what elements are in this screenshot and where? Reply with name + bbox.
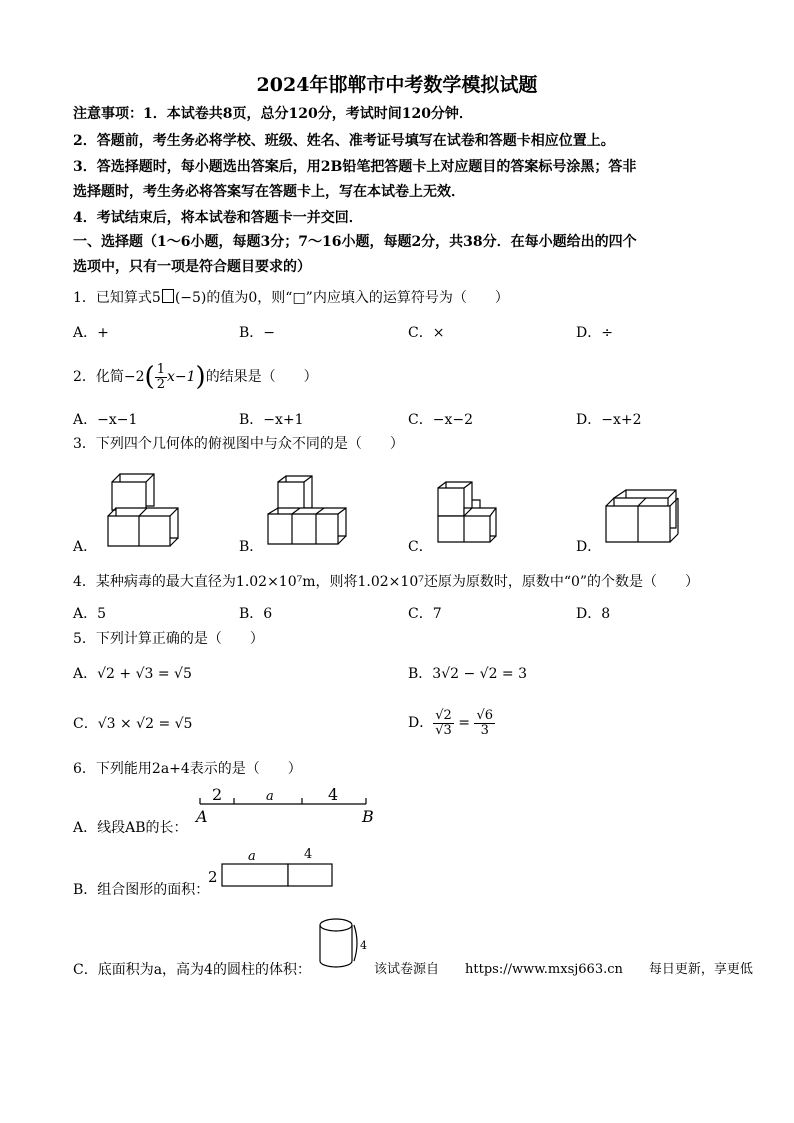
q2-fraction [155,363,167,392]
note-2: 2．答题前，考生务必将学校、班级、姓名、准考证号填写在试卷和答题卡相应位置上。 [73,133,615,149]
question-2 [73,360,318,394]
question-6: 6．下列能用2a+4表示的是（ ） [73,761,302,777]
q5-d-frac-1 [433,709,454,738]
rect-label-4: 4 [304,847,313,862]
question-1 [73,288,509,308]
q3-option-d: D． [576,539,602,555]
note-3b: 选择题时，考生务必将答案写在答题卡上，写在本试卷上无效． [73,184,465,200]
q2-pre: 2．化简−2 [73,369,145,385]
q5-d-den-2: 3 [480,722,489,738]
q1-expr: (−5) [174,290,207,306]
cube-figure-c [434,480,504,550]
cube-figure-a [104,470,184,550]
seg-label-4: 4 [328,785,339,804]
q6-option-a: A．线段AB的长： [73,820,188,836]
seg-label-2: 2 [212,785,223,804]
q1-option-b: B．− [239,325,276,341]
q2-option-c: C．−x−2 [408,412,473,428]
cube-figure-b [266,474,350,550]
footer-source: 该试卷源自 https://www.mxsj663.cn 每日更新，享更低 [374,962,753,977]
q4-option-d: D．8 [576,606,611,622]
note-3a: 3．答选择题时，每小题选出答案后，用2B铅笔把答题卡上对应题目的答案标号涂黑；答非 [73,159,637,175]
q5-option-c: C．√3 × √2 = √5 [73,716,193,732]
question-3: 3．下列四个几何体的俯视图中与众不同的是（ ） [73,436,404,452]
q2-lparen: ( [144,362,155,392]
q1-option-c: C．× [408,325,445,341]
q5-option-d [408,703,495,743]
note-4: 4．考试结束后，将本试卷和答题卡一并交回． [73,210,363,226]
q2-frac-den: 2 [156,376,165,392]
q2-option-a: A．−x−1 [73,412,138,428]
seg-label-a: a [266,789,274,804]
q6-option-c: C．底面积为a，高为4的圆柱的体积： [73,962,311,978]
cylinder-figure [318,917,374,973]
q6-option-b: B．组合图形的面积： [73,882,210,898]
q4-option-c: C．7 [408,606,442,622]
note-label: 注意事项： [73,106,143,122]
q5-d-num-1: √2 [435,707,452,723]
q5-d-num-2: √6 [476,707,493,723]
point-a-label: A [196,807,208,826]
q5-d-den-1: √3 [435,722,452,738]
rect-label-2: 2 [208,868,218,886]
q5-option-a: A．√2 + √3 = √5 [73,666,192,682]
q2-rparen: ) [195,362,206,392]
note-1 [73,104,473,124]
q1-post: 的值为0，则“□”内应填入的运算符号为（ ） [206,290,509,306]
q1-option-d: D．÷ [576,325,613,341]
q5-option-d-label: D． [408,715,434,731]
segment-ab-figure [196,786,382,830]
q3-option-c: C． [408,539,433,555]
q1-pre: 1．已知算式5 [73,290,161,306]
q2-frac-num: 1 [156,361,165,377]
blank-box [162,289,174,303]
q2-inner: x−1 [166,369,196,385]
q4-option-b: B．6 [239,606,273,622]
question-4: 4．某种病毒的最大直径为1.02×10⁷m，则将1.02×10⁷还原为原数时，原数中“0”的个数是（ ） [73,574,700,590]
rectangle-figure [204,846,340,890]
q2-post: 的结果是（ ） [205,369,318,385]
question-5: 5．下列计算正确的是（ ） [73,631,264,647]
q5-d-equals: = [458,715,470,731]
rect-label-a: a [248,849,256,864]
q2-option-b: B．−x+1 [239,412,304,428]
cube [112,474,154,510]
q3-option-a: A． [73,539,98,555]
page-title: 2024年邯郸市中考数学模拟试题 [256,74,538,96]
q5-d-frac-2 [474,709,495,738]
cube-figure-d [604,488,684,548]
note-1-text: 1．本试卷共8页，总分120分，考试时间120分钟． [143,106,473,122]
section-heading-1: 一、选择题（1～6小题，每题3分；7～16小题，每题2分，共38分．在每小题给出的四个 [73,234,637,250]
point-b-label: B [362,807,374,826]
q2-option-d: D．−x+2 [576,412,642,428]
q3-option-b: B． [239,539,264,555]
q5-option-b: B．3√2 − √2 = 3 [408,666,528,682]
cylinder-height-label: 4 [360,939,367,952]
q4-option-a: A．5 [73,606,107,622]
q1-option-a: A．+ [73,325,109,341]
section-heading-2: 选项中，只有一项是符合题目要求的） [73,259,311,275]
